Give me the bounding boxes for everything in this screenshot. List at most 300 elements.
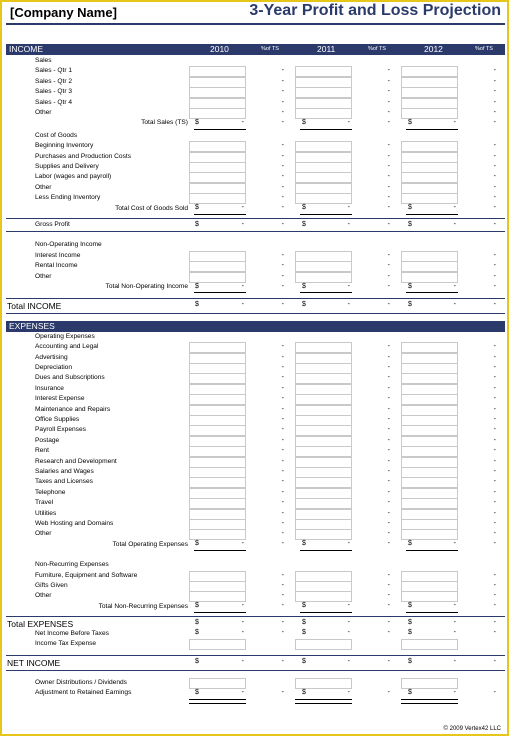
op-item-15-input-3[interactable] [401,498,458,509]
owner-dist-input-2[interactable] [295,678,352,689]
pct-label-3: %of TS [475,46,493,52]
cogs-item-0-input-2[interactable] [295,141,352,152]
sales-item-3-input-1[interactable] [189,98,246,109]
op-item-14-input-2[interactable] [295,488,352,499]
op-item-9-pct-1: - [281,436,284,444]
op-item-17-pct-3: - [493,520,496,527]
cogs-item-4-input-3[interactable] [401,183,458,194]
net-before-tax-value-1: - [241,629,244,637]
op-item-4-input-3[interactable] [401,384,458,395]
total-sales-pct-1: - [281,118,284,126]
company-name[interactable]: [Company Name] [10,5,117,20]
op-item-8-pct-3: - [493,426,496,434]
op-item-2-input-3[interactable] [401,363,458,374]
op-item-18-input-2[interactable] [295,529,352,540]
total-nonrec-value-3: - [453,602,456,610]
gross-profit-dollar-2: $ [302,220,306,228]
nonop-item-1-pct-3: - [493,262,496,270]
op-item-2-input-1[interactable] [189,363,246,374]
op-item-3-pct-2: - [387,374,390,382]
sales-item-0-pct-1: - [281,67,284,75]
op-item-2-input-2[interactable] [295,363,352,374]
sales-item-label: Sales - Qtr 1 [35,67,73,75]
op-item-13-input-3[interactable] [401,477,458,488]
op-item-13-pct-2: - [387,478,390,486]
sales-item-2-input-1[interactable] [189,87,246,98]
total-op-pct-2: - [387,540,390,548]
total-expenses-value-2: - [347,618,350,626]
income-label: INCOME [9,44,43,54]
op-item-9-input-3[interactable] [401,436,458,447]
op-item-label: Telephone [35,488,66,496]
op-item-13-input-1[interactable] [189,477,246,488]
cogs-item-5-input-2[interactable] [295,193,352,204]
op-item-label: Depreciation [35,364,73,371]
op-item-11-input-3[interactable] [401,457,458,468]
op-item-12-input-2[interactable] [295,467,352,478]
nonrec-item-1-input-2[interactable] [295,581,352,592]
nonrec-item-2-pct-3: - [493,592,496,600]
net-before-tax-value-3: - [453,629,456,637]
op-item-3-pct-1: - [281,374,284,382]
nonrec-item-1-input-1[interactable] [189,581,246,592]
total-op-label: Total Operating Expenses [112,540,188,548]
net-before-tax-value-2: - [347,629,350,637]
op-item-8-pct-1: - [281,426,284,434]
income-tax-input-2[interactable] [295,639,352,650]
sales-item-4-input-2[interactable] [295,108,352,119]
total-cogs-value-3: - [453,204,456,212]
income-tax-input-3[interactable] [401,639,458,650]
op-item-18-pct-1: - [281,530,284,538]
op-item-label: Maintenance and Repairs [35,405,111,413]
cogs-item-3-pct-2: - [387,173,390,181]
cogs-item-4-input-1[interactable] [189,183,246,194]
sales-item-1-input-3[interactable] [401,77,458,88]
op-item-16-input-1[interactable] [189,509,246,520]
op-item-label: Rent [35,447,49,455]
sales-item-4-pct-3: - [493,109,496,116]
nonop-item-label: Other [35,272,52,280]
total-nonop-underline-1 [194,292,246,293]
op-item-14-pct-2: - [387,488,390,496]
sales-item-1-input-2[interactable] [295,77,352,88]
pct-label-2: %of TS [368,46,386,52]
op-item-7-pct-2: - [387,416,390,423]
op-item-3-input-3[interactable] [401,373,458,384]
cogs-item-0-input-3[interactable] [401,141,458,152]
op-item-16-pct-2: - [387,509,390,517]
nonrec-item-0-pct-2: - [387,571,390,579]
op-item-3-input-2[interactable] [295,373,352,384]
op-item-15-pct-1: - [281,499,284,507]
sales-item-2-input-2[interactable] [295,87,352,98]
expenses-header-bar [6,321,505,332]
total-expenses-dollar-1: $ [195,618,199,626]
cogs-item-3-input-3[interactable] [401,172,458,183]
total-income-pct-1: - [281,300,284,308]
op-item-label: Advertising [35,353,68,361]
cogs-item-5-pct-1: - [281,194,284,202]
op-item-16-pct-1: - [281,509,284,517]
op-item-label: Utilities [35,509,57,517]
op-item-1-input-1[interactable] [189,353,246,364]
total-income-value-3: - [453,300,456,308]
total-income-pct-2: - [387,300,390,308]
retained-double-line-3 [401,699,458,704]
net-before-tax-dollar-3: $ [408,629,412,637]
op-item-8-input-2[interactable] [295,425,352,436]
total-op-dollar-2: $ [302,540,306,548]
total-op-pct-3: - [493,540,496,548]
op-item-0-input-2[interactable] [295,342,352,353]
op-item-12-input-1[interactable] [189,467,246,478]
pct-label-1: %of TS [261,46,279,52]
op-item-14-pct-1: - [281,488,284,496]
op-item-label: Office Supplies [35,416,80,423]
op-item-5-input-1[interactable] [189,394,246,405]
sales-item-1-pct-2: - [387,77,390,85]
op-item-9-pct-2: - [387,436,390,444]
op-item-16-input-2[interactable] [295,509,352,520]
nonop-item-1-input-3[interactable] [401,261,458,272]
year-2-label: 2011 [317,44,336,54]
op-item-5-pct-2: - [387,395,390,403]
year-1-label: 2010 [210,44,229,54]
cogs-item-label: Less Ending Inventory [35,194,101,202]
op-item-2-pct-2: - [387,364,390,371]
op-item-5-input-2[interactable] [295,394,352,405]
op-item-label: Insurance [35,384,64,392]
net-income-value-1: - [241,657,244,665]
total-cogs-value-2: - [347,204,350,212]
nonop-item-0-input-3[interactable] [401,251,458,262]
cogs-item-2-input-3[interactable] [401,162,458,173]
retained-earnings-pct-1: - [281,688,284,696]
total-nonrec-pct-3: - [493,602,496,610]
nonop-item-2-pct-3: - [493,272,496,280]
op-item-4-input-1[interactable] [189,384,246,395]
total-sales-pct-2: - [387,118,390,126]
nonrec-item-0-pct-1: - [281,571,284,579]
net-income-value-2: - [347,657,350,665]
total-sales-underline-1 [194,129,246,130]
cogs-item-4-pct-1: - [281,183,284,191]
op-item-7-input-1[interactable] [189,415,246,426]
cogs-item-1-input-3[interactable] [401,152,458,163]
op-item-14-pct-3: - [493,488,496,496]
total-nonop-label: Total Non-Operating Income [105,283,188,290]
op-item-0-input-1[interactable] [189,342,246,353]
op-item-10-input-2[interactable] [295,446,352,457]
cogs-item-2-input-1[interactable] [189,162,246,173]
gross-profit-pct-3: - [493,220,496,228]
retained-earnings-value-3: - [453,688,456,696]
cogs-item-2-input-2[interactable] [295,162,352,173]
total-nonop-underline-2 [300,292,352,293]
op-item-18-input-3[interactable] [401,529,458,540]
retained-double-line-2 [295,699,352,704]
cogs-item-1-pct-2: - [387,152,390,160]
net-income-pct-3: - [493,657,496,665]
total-op-underline-2 [300,550,352,551]
sales-item-3-pct-1: - [281,98,284,106]
total-op-value-1: - [241,540,244,548]
retained-earnings-dollar-3: $ [408,688,412,696]
total-income-dollar-3: $ [408,300,412,308]
op-item-4-input-2[interactable] [295,384,352,395]
sales-item-1-pct-1: - [281,77,284,85]
cogs-item-1-input-2[interactable] [295,152,352,163]
total-op-value-3: - [453,540,456,548]
op-item-1-input-2[interactable] [295,353,352,364]
cogs-item-0-pct-1: - [281,142,284,150]
nonop-item-1-pct-1: - [281,262,284,270]
op-item-16-input-3[interactable] [401,509,458,520]
op-item-label: Salaries and Wages [35,468,94,475]
cogs-item-3-input-1[interactable] [189,172,246,183]
cogs-item-label: Supplies and Delivery [35,163,99,170]
total-expenses-pct-3: - [493,618,496,626]
op-item-1-input-3[interactable] [401,353,458,364]
op-item-1-pct-2: - [387,353,390,361]
net-income-dollar-3: $ [408,657,412,665]
net-income-label: NET INCOME [7,658,61,669]
total-nonrec-dollar-1: $ [195,602,199,610]
nonrec-heading: Non-Recurring Expenses [35,561,109,569]
nonrec-item-1-pct-2: - [387,582,390,589]
owner-dist-input-3[interactable] [401,678,458,689]
op-item-7-pct-1: - [281,416,284,423]
op-item-1-pct-3: - [493,353,496,361]
net-income-dollar-2: $ [302,657,306,665]
op-item-14-input-1[interactable] [189,488,246,499]
nonrec-item-0-input-2[interactable] [295,571,352,582]
total-income-value-1: - [241,300,244,308]
gross-profit-dollar-1: $ [195,220,199,228]
total-nonrec-underline-1 [194,612,246,613]
total-sales-pct-3: - [493,118,496,126]
total-income-label: Total INCOME [7,301,62,312]
op-item-16-pct-3: - [493,509,496,517]
gross-profit-bottom-rule [6,231,505,232]
sales-item-4-pct-2: - [387,109,390,116]
op-item-11-pct-3: - [493,457,496,465]
nonop-item-1-input-1[interactable] [189,261,246,272]
cogs-item-1-input-1[interactable] [189,152,246,163]
gross-profit-value-3: - [453,220,456,228]
sales-item-2-pct-2: - [387,88,390,96]
nonrec-item-0-input-1[interactable] [189,571,246,582]
sales-item-4-input-3[interactable] [401,108,458,119]
income-tax-input-1[interactable] [189,639,246,650]
op-item-17-input-1[interactable] [189,519,246,530]
retained-earnings-value-2: - [347,688,350,696]
nonrec-item-0-input-3[interactable] [401,571,458,582]
sales-item-label: Sales - Qtr 3 [35,88,73,96]
op-item-15-input-2[interactable] [295,498,352,509]
sales-item-2-input-3[interactable] [401,87,458,98]
sales-item-label: Other [35,109,52,116]
sales-item-1-input-1[interactable] [189,77,246,88]
op-item-11-input-2[interactable] [295,457,352,468]
total-sales-value-3: - [453,118,456,126]
total-expenses-value-3: - [453,618,456,626]
net-before-tax-pct-1: - [281,629,284,637]
sales-item-3-input-3[interactable] [401,98,458,109]
op-item-10-input-3[interactable] [401,446,458,457]
op-item-0-pct-1: - [281,343,284,351]
gross-profit-value-1: - [241,220,244,228]
op-item-label: Other [35,530,52,538]
nonrec-item-1-pct-3: - [493,582,496,589]
op-item-11-pct-1: - [281,457,284,465]
cogs-item-3-pct-3: - [493,173,496,181]
op-item-7-input-3[interactable] [401,415,458,426]
op-item-11-input-1[interactable] [189,457,246,468]
sales-item-1-pct-3: - [493,77,496,85]
nonop-item-2-input-1[interactable] [189,272,246,283]
nonrec-item-1-input-3[interactable] [401,581,458,592]
nonop-item-2-input-2[interactable] [295,272,352,283]
cogs-item-2-pct-2: - [387,163,390,170]
total-nonop-underline-3 [406,292,458,293]
sales-item-0-input-3[interactable] [401,66,458,77]
op-item-15-input-1[interactable] [189,498,246,509]
op-item-10-input-1[interactable] [189,446,246,457]
total-nonrec-value-2: - [347,602,350,610]
cogs-item-label: Labor (wages and payroll) [35,173,112,181]
op-item-8-input-1[interactable] [189,425,246,436]
sales-item-0-input-1[interactable] [189,66,246,77]
op-item-18-input-1[interactable] [189,529,246,540]
op-item-9-pct-3: - [493,436,496,444]
op-item-5-input-3[interactable] [401,394,458,405]
op-item-7-input-2[interactable] [295,415,352,426]
cogs-item-5-input-1[interactable] [189,193,246,204]
total-income-dollar-1: $ [195,300,199,308]
op-item-12-input-3[interactable] [401,467,458,478]
op-item-18-pct-3: - [493,530,496,538]
op-item-3-input-1[interactable] [189,373,246,384]
op-item-9-input-2[interactable] [295,436,352,447]
nonop-item-label: Interest Income [35,251,81,259]
op-item-17-input-3[interactable] [401,519,458,530]
cogs-item-4-input-2[interactable] [295,183,352,194]
gross-profit-dollar-3: $ [408,220,412,228]
cogs-item-label: Beginning Inventory [35,142,94,150]
retained-earnings-dollar-1: $ [195,688,199,696]
nonrec-item-2-input-3[interactable] [401,591,458,602]
nonop-heading: Non-Operating Income [35,241,102,249]
total-cogs-underline-1 [194,214,246,215]
total-op-pct-1: - [281,540,284,548]
total-nonop-dollar-2: $ [302,282,306,290]
cogs-item-3-input-2[interactable] [295,172,352,183]
sales-item-label: Sales - Qtr 4 [35,98,73,106]
total-nonrec-dollar-2: $ [302,602,306,610]
sales-item-0-input-2[interactable] [295,66,352,77]
op-item-label: Payroll Expenses [35,426,86,434]
nonrec-item-2-pct-1: - [281,592,284,600]
total-nonrec-pct-1: - [281,602,284,610]
op-item-15-pct-3: - [493,499,496,507]
owner-dist-label: Owner Distributions / Dividends [35,678,127,686]
op-item-5-pct-1: - [281,395,284,403]
total-cogs-underline-2 [300,214,352,215]
op-item-label: Taxes and Licenses [35,478,93,486]
net-before-tax-pct-2: - [387,629,390,637]
net-income-value-3: - [453,657,456,665]
income-header-bar [6,44,505,55]
nonop-item-2-input-3[interactable] [401,272,458,283]
op-item-2-pct-1: - [281,364,284,371]
income-tax-label: Income Tax Expense [35,640,97,647]
nonrec-item-1-pct-1: - [281,582,284,589]
sales-item-4-input-1[interactable] [189,108,246,119]
net-income-bottom-rule [6,670,505,671]
op-item-6-input-3[interactable] [401,405,458,416]
total-sales-underline-3 [406,129,458,130]
op-item-9-input-1[interactable] [189,436,246,447]
total-op-dollar-1: $ [195,540,199,548]
gross-profit-pct-1: - [281,220,284,228]
net-before-tax-dollar-2: $ [302,629,306,637]
nonop-item-0-input-2[interactable] [295,251,352,262]
nonrec-item-2-input-1[interactable] [189,591,246,602]
nonop-item-0-input-1[interactable] [189,251,246,262]
total-cogs-value-1: - [241,204,244,212]
op-item-6-input-2[interactable] [295,405,352,416]
nonop-item-0-pct-3: - [493,251,496,259]
owner-dist-input-1[interactable] [189,678,246,689]
cogs-item-0-pct-2: - [387,142,390,150]
op-item-13-pct-1: - [281,478,284,486]
total-income-value-2: - [347,300,350,308]
op-item-6-input-1[interactable] [189,405,246,416]
total-nonrec-underline-3 [406,612,458,613]
total-nonrec-pct-2: - [387,602,390,610]
op-item-14-input-3[interactable] [401,488,458,499]
cogs-item-1-pct-3: - [493,152,496,160]
op-item-label: Travel [35,499,54,507]
total-cogs-underline-3 [406,214,458,215]
total-income-dollar-2: $ [302,300,306,308]
total-expenses-label: Total EXPENSES [7,619,74,630]
total-cogs-dollar-1: $ [195,204,199,212]
op-item-6-pct-2: - [387,405,390,413]
sales-item-0-pct-3: - [493,67,496,75]
nonrec-item-2-input-2[interactable] [295,591,352,602]
op-item-17-pct-1: - [281,520,284,527]
op-item-0-pct-3: - [493,343,496,351]
cogs-item-5-input-3[interactable] [401,193,458,204]
total-nonop-value-2: - [347,282,350,290]
op-item-8-input-3[interactable] [401,425,458,436]
sales-item-3-input-2[interactable] [295,98,352,109]
net-income-pct-2: - [387,657,390,665]
total-expenses-dollar-3: $ [408,618,412,626]
op-item-10-pct-1: - [281,447,284,455]
op-item-10-pct-2: - [387,447,390,455]
op-item-label: Postage [35,436,60,444]
cogs-item-0-input-1[interactable] [189,141,246,152]
op-item-label: Interest Expense [35,395,85,403]
op-item-13-input-2[interactable] [295,477,352,488]
nonop-item-1-input-2[interactable] [295,261,352,272]
op-item-17-input-2[interactable] [295,519,352,530]
op-item-0-input-3[interactable] [401,342,458,353]
